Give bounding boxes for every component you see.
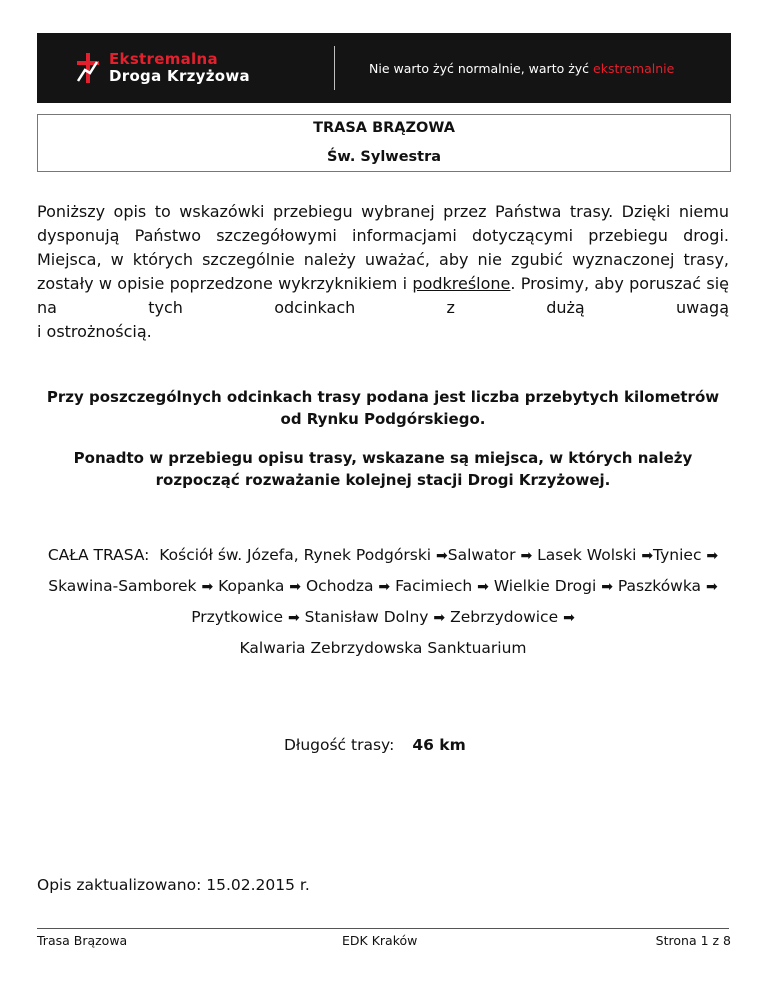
route-length — [284, 736, 466, 754]
route-stop: Paszkówka — [617, 577, 702, 595]
route-stop: Salwator — [447, 546, 516, 564]
arrow-right-icon: ➡ — [433, 610, 446, 626]
route-stop: Wielkie Drogi — [493, 577, 597, 595]
route-title-box — [37, 114, 731, 172]
footer-page-number: Strona 1 z 8 — [655, 933, 731, 948]
route-stop: Skawina-Samborek — [48, 577, 197, 595]
intro-paragraph — [37, 200, 729, 344]
route-start: Kościół św. Józefa, Rynek Podgórski — [159, 546, 432, 564]
header-banner — [37, 33, 731, 103]
cross-icon — [73, 51, 103, 85]
route-stop: Lasek Wolski — [537, 546, 637, 564]
route-stop: Facimiech — [395, 577, 473, 595]
slogan-main: Nie warto żyć normalnie, warto żyć — [369, 60, 594, 76]
route-stop: Tyniec — [653, 546, 702, 564]
intro-text-3: i ostrożnością. — [37, 322, 152, 341]
slogan-accent: ekstremalnie — [593, 60, 675, 76]
slogan — [369, 61, 674, 76]
intro-text-1: Poniższy opis to wskazówki przebiegu wybranej przez Państwa trasy. Dzięki niemu dysponują Państwo szczegółowymi informacjami dotyczącymi przebiegu drogi. Miejsca, w których szczególnie należy uważać, aby nie zgubić wyznaczonej trasy, zostały w opisie poprzedzone wykrzyknikiem i — [37, 202, 729, 293]
route-patron: Św. Sylwestra — [326, 149, 442, 165]
arrow-right-icon: ➡ — [601, 579, 613, 595]
logo-line-2: Droga Krzyżowa — [109, 67, 250, 85]
arrow-right-icon: ➡ — [706, 579, 718, 595]
intro-underlined: podkreślone — [412, 274, 511, 293]
length-value: 46 km — [412, 736, 466, 754]
arrow-right-icon: ➡ — [378, 579, 391, 595]
logo[interactable] — [73, 51, 299, 85]
route-stop: Zebrzydowice — [450, 608, 559, 626]
logo-text — [109, 52, 250, 84]
route-label: CAŁA TRASA: — [47, 546, 150, 564]
footer-divider — [37, 928, 729, 929]
intro-text-2: . Prosimy, aby poruszać się na tych odcinkach z dużą uwagą — [37, 274, 730, 317]
arrow-right-icon: ➡ — [520, 548, 533, 564]
banner-divider — [334, 46, 335, 90]
arrow-right-icon: ➡ — [706, 548, 719, 564]
updated-date: Opis zaktualizowano: 15.02.2015 r. — [37, 876, 310, 894]
arrow-right-icon: ➡ — [436, 548, 448, 564]
route-stop: Kalwaria Zebrzydowska Sanktuarium — [239, 639, 527, 657]
logo-line-1: Ekstremalna — [109, 50, 218, 68]
arrow-right-icon: ➡ — [641, 548, 654, 564]
route-description — [37, 540, 729, 663]
length-label: Długość trasy: — [284, 736, 395, 754]
route-title: TRASA BRĄZOWA — [313, 120, 455, 136]
arrow-right-icon: ➡ — [563, 610, 575, 626]
km-note: Przy poszczególnych odcinkach trasy podana jest liczba przebytych kilometrów od Rynku Podgórskiego. — [46, 388, 720, 428]
arrow-right-icon: ➡ — [477, 579, 489, 595]
route-stop: Ochodza — [305, 577, 374, 595]
station-note: Ponadto w przebiegu opisu trasy, wskazane są miejsca, w których należy rozpocząć rozważanie kolejnej stacji Drogi Krzyżowej. — [73, 449, 693, 489]
route-stop: Przytkowice — [191, 608, 283, 626]
arrow-right-icon: ➡ — [287, 610, 300, 626]
route-stop: Kopanka — [218, 577, 285, 595]
route-stop: Stanisław Dolny — [304, 608, 429, 626]
footer-left: Trasa Brązowa — [37, 933, 128, 948]
arrow-right-icon: ➡ — [289, 579, 302, 595]
arrow-right-icon: ➡ — [201, 579, 214, 595]
footer-center: EDK Kraków — [342, 933, 418, 948]
